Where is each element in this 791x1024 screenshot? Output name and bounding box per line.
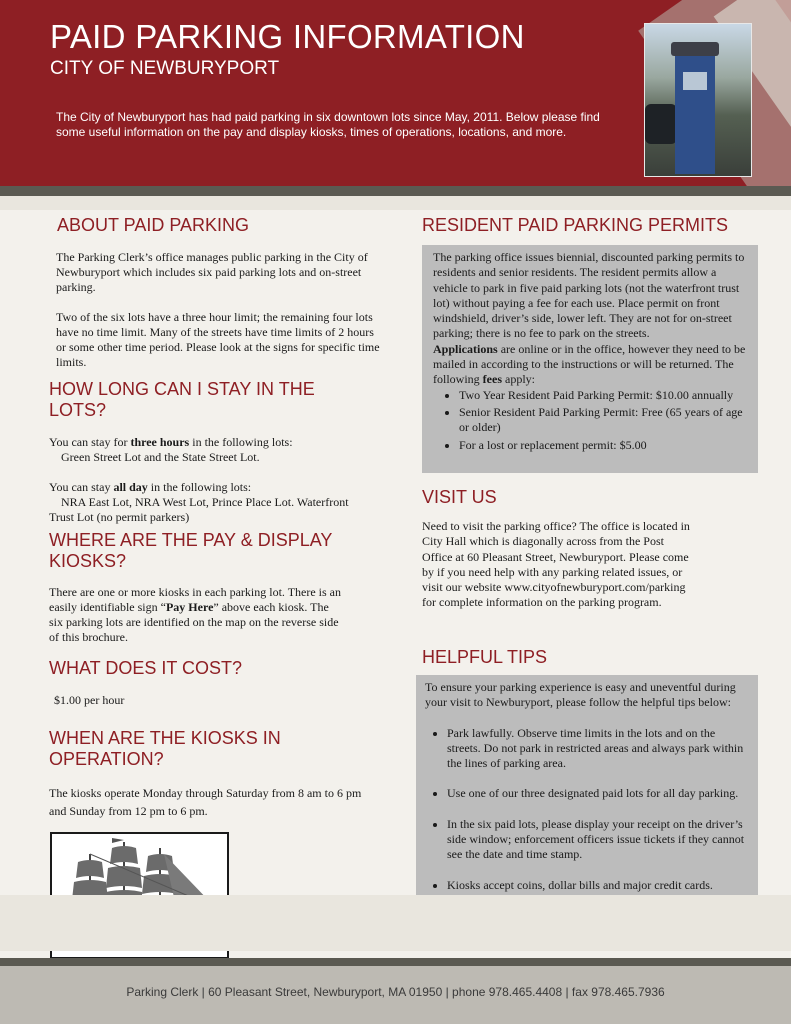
about-paragraph-1: The Parking Clerk’s office manages public parking in the City of Newburyport which includes six paid parking lots and on-street parking.: [56, 250, 368, 294]
about-text: [56, 250, 380, 370]
kiosk-top: [671, 42, 719, 56]
where-heading: WHERE ARE THE PAY & DISPLAY KIOSKS?: [49, 530, 333, 571]
about-heading: ABOUT PAID PARKING: [57, 215, 250, 235]
divider-stripe: [0, 186, 791, 196]
cost-value: $1.00 per hour: [54, 693, 125, 707]
footer-contact: Parking Clerk | 60 Pleasant Street, Newburyport, MA 01950 | phone 978.465.4408 | fax 978.465.7936: [126, 985, 665, 999]
kiosk-body: [675, 46, 715, 174]
tip-item: • In the six paid lots, please display your receipt on the driver’s side window; enforcement officers issue tickets if they cannot see the date and time stamp.: [447, 817, 746, 863]
all-day-line: You can stay all day in the following lots:: [49, 480, 252, 494]
header-banner: [0, 0, 791, 186]
fee-item: • Senior Resident Paid Parking Permit: Free (65 years of age or older): [459, 405, 748, 436]
visit-heading: VISIT US: [422, 487, 497, 507]
page-title: PAID PARKING INFORMATION: [50, 18, 525, 55]
resident-heading: RESIDENT PAID PARKING PERMITS: [422, 215, 729, 235]
kiosk-screen: [683, 72, 707, 90]
how-long-heading: HOW LONG CAN I STAY IN THE LOTS?: [49, 379, 315, 420]
three-hours-line: You can stay for three hours in the following lots:: [49, 435, 293, 449]
applications-paragraph: Applications are online or in the office, however they need to be mailed in according to the instructions or will be returned. The following fees apply:: [433, 341, 746, 387]
content-band: [0, 196, 791, 210]
kiosk-photo: [644, 23, 752, 177]
visit-text: Need to visit the parking office? The office is located in City Hall which is diagonally across from the Post Office at 60 Pleasant Street, Newburyport. Please come by if you need help with any parking related issues, or visit our website www.cityofnewburyport.com/parking for complete information on the parking program.: [422, 519, 690, 610]
where-text: There are one or more kiosks in each parking lot. There is an easily identifiable sign “Pay Here” above each kiosk. The six parking lots are identified on the map on the reverse side of this brochure.: [49, 585, 342, 644]
helpful-tips-box: [416, 675, 758, 931]
tips-list: [425, 726, 746, 893]
tip-item: • Kiosks accept coins, dollar bills and major credit cards.: [447, 878, 746, 893]
how-long-text: [49, 435, 384, 525]
tips-intro: To ensure your parking experience is easy and uneventful during your visit to Newburyport, please follow the helpful tips below:: [425, 680, 736, 710]
tip-item: • Use one of our three designated paid lots for all day parking.: [447, 786, 746, 801]
intro-text: The City of Newburyport has had paid parking in six downtown lots since May, 2011. Below please find some useful information on the pay and display kiosks, times of operations, locations, and more.: [56, 110, 600, 139]
cost-heading: WHAT DOES IT COST?: [49, 658, 243, 678]
about-paragraph-2: Two of the six lots have a three hour limit; the remaining four lots have no time limit. Many of the streets have time limits of 2 hours or some other time period. Please look at the signs for specific time limits.: [56, 310, 380, 369]
tip-item: • Park lawfully. Observe time limits in the lots and on the streets. Do not park in restricted areas and always park within the lines of parking area.: [447, 726, 746, 772]
tips-heading: HELPFUL TIPS: [422, 647, 548, 667]
operation-heading: WHEN ARE THE KIOSKS IN OPERATION?: [49, 728, 281, 769]
three-hour-lots: Green Street Lot and the State Street Lot.: [61, 450, 260, 464]
car-shape: [645, 104, 677, 144]
fees-list: [433, 388, 748, 453]
all-day-lots-2: Trust Lot (no permit parkers): [49, 510, 190, 524]
fee-item: • Two Year Resident Paid Parking Permit: $10.00 annually: [459, 388, 748, 403]
footer-divider-stripe: [0, 958, 791, 966]
footer-band: [0, 895, 791, 951]
resident-permit-box: [422, 245, 758, 473]
operation-text: The kiosks operate Monday through Saturday from 8 am to 6 pm and Sunday from 12 pm to 6 pm.: [49, 786, 362, 818]
all-day-lots-1: NRA East Lot, NRA West Lot, Prince Place Lot. Waterfront: [61, 495, 349, 509]
resident-paragraph: The parking office issues biennial, discounted parking permits to residents and senior residents. The resident permits allow a vehicle to park in five paid parking lots (not the waterfront trust lot) without paying a fee for each use. Place permit on front windshield, driver’s side, lower left. They are not for on-street parking; there is no fee to park on the streets.: [433, 250, 745, 341]
fee-item: • For a lost or replacement permit: $5.00: [459, 438, 748, 453]
page-subtitle: CITY OF NEWBURYPORT: [50, 58, 280, 79]
